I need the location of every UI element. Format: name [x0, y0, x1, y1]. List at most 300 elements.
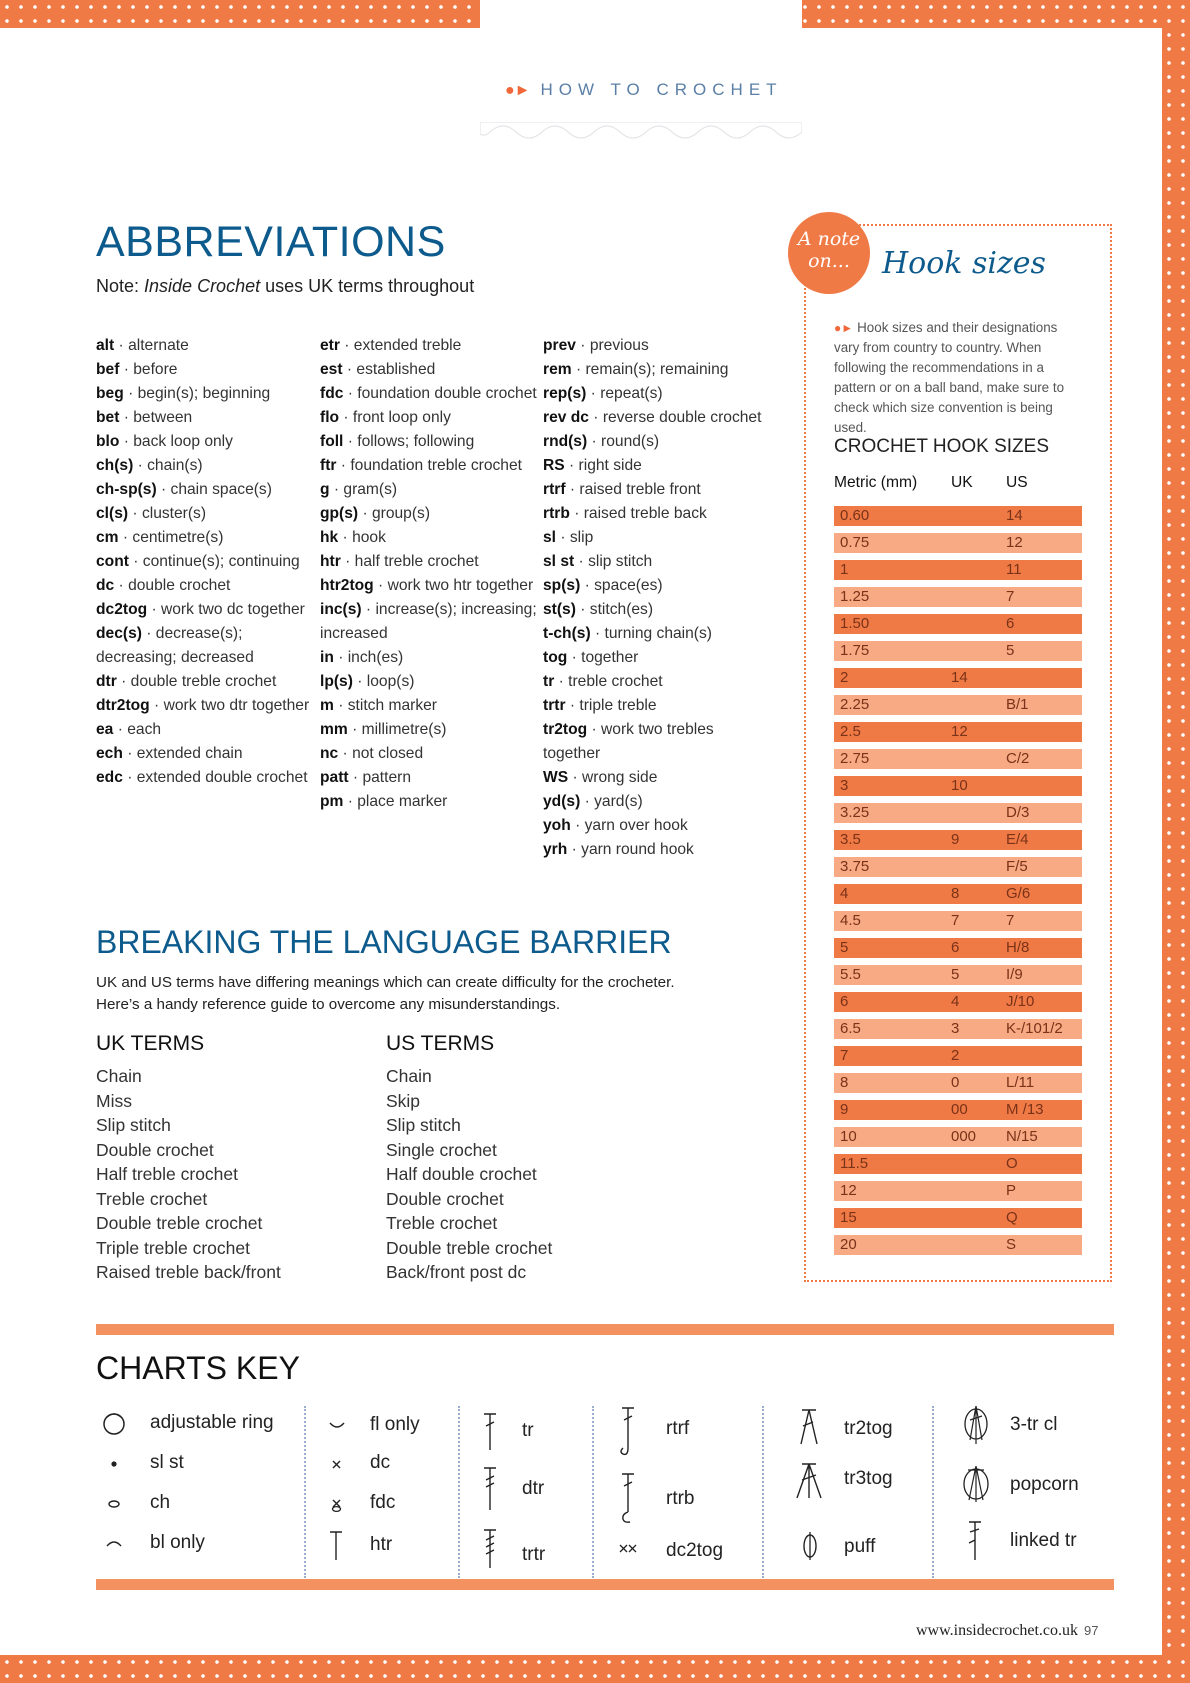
abbreviation-term: yoh	[543, 817, 571, 834]
abbreviation-meaning: raised treble front	[579, 481, 701, 498]
popcorn-icon	[956, 1460, 996, 1510]
abbreviation-meaning: foundation treble crochet	[350, 457, 522, 474]
abbreviation-meaning: chain(s)	[147, 457, 203, 474]
us-term: Single crochet	[386, 1139, 497, 1160]
table-row	[834, 749, 1082, 769]
abbreviation-meaning: yarn over hook	[584, 817, 688, 834]
sidebar-title: Hook sizes	[882, 246, 1046, 281]
hook-table-title: CROCHET HOOK SIZES	[834, 436, 1050, 457]
abbreviation-meaning: half treble crochet	[354, 553, 479, 570]
charts-key-heading: CHARTS KEY	[96, 1350, 300, 1386]
abbreviation-entry: inc(s) · increase(s); increasing; increased	[320, 601, 537, 642]
abbreviation-entry: bet · between	[96, 409, 193, 426]
us-term: Double treble crochet	[386, 1237, 553, 1258]
abbreviation-meaning: foundation double crochet	[357, 385, 537, 402]
abbreviation-entry: t-ch(s) · turning chain(s)	[543, 625, 712, 642]
abbreviation-meaning: raised treble back	[583, 505, 707, 522]
abbreviation-meaning: treble crochet	[568, 673, 663, 690]
abbreviation-meaning: alternate	[128, 337, 189, 354]
uk-terms-list	[96, 1032, 376, 1285]
abbreviations-column-2	[320, 334, 540, 814]
abbreviation-meaning: right side	[578, 457, 642, 474]
abbreviation-entry: patt · pattern	[320, 769, 412, 786]
abbreviation-entry: ech · extended chain	[96, 745, 243, 762]
abbreviation-meaning: stitch(es)	[589, 601, 654, 618]
hook-front-icon	[612, 1404, 646, 1460]
abbreviation-meaning: work two dtr together	[163, 697, 310, 714]
dotted-border-bottom	[0, 1655, 1190, 1683]
dotted-border-right	[1162, 0, 1190, 1683]
us-cell: 11	[1006, 561, 1022, 578]
abbreviation-entry: yd(s) · yard(s)	[543, 793, 643, 810]
us-cell: P	[1006, 1182, 1017, 1199]
abbreviation-term: g	[320, 481, 330, 498]
header-tab-wave	[480, 122, 802, 148]
abbreviation-meaning: not closed	[352, 745, 424, 762]
hook-back-icon	[612, 1470, 646, 1526]
table-row	[834, 776, 1082, 796]
abbreviation-term: prev	[543, 337, 576, 354]
uk-cell: 8	[951, 885, 960, 902]
metric-cell: 1.50	[840, 615, 870, 632]
one-bar-post-icon	[474, 1408, 508, 1454]
abbreviation-term: nc	[320, 745, 339, 762]
uk-cell: 4	[951, 993, 960, 1010]
dot-icon	[98, 1444, 132, 1484]
abbreviation-term: tr2tog	[543, 721, 588, 738]
abbreviation-term: bet	[96, 409, 120, 426]
footer-url[interactable]: www.insidecrochet.co.uk	[916, 1622, 1079, 1639]
us-term: Half double crochet	[386, 1164, 537, 1184]
abbreviation-meaning: yard(s)	[594, 793, 643, 810]
abbreviations-heading: ABBREVIATIONS	[96, 218, 446, 266]
abbreviation-meaning: work two htr together	[387, 577, 534, 594]
abbreviation-meaning: each	[127, 721, 162, 738]
us-cell: 6	[1006, 615, 1015, 632]
abbreviation-term: rep(s)	[543, 385, 587, 402]
table-row	[834, 1181, 1082, 1201]
abbreviation-meaning: place marker	[357, 793, 448, 810]
abbreviation-meaning: space(es)	[594, 577, 663, 594]
two-post-join-icon	[790, 1404, 830, 1454]
ring-icon	[98, 1404, 132, 1444]
abbreviation-term: rtrb	[543, 505, 570, 522]
abbreviation-meaning: double treble crochet	[130, 673, 277, 690]
abbreviation-term: in	[320, 649, 334, 666]
metric-cell: 8	[840, 1074, 849, 1091]
abbreviation-entry: etr · extended treble	[320, 337, 462, 354]
abbreviation-meaning: slip stitch	[588, 553, 653, 570]
uk-term: Double treble crochet	[96, 1213, 263, 1233]
table-row	[834, 722, 1082, 742]
abbreviation-meaning: slip	[569, 529, 594, 546]
uk-term: Triple treble crochet	[96, 1237, 250, 1258]
uk-cell: 7	[951, 912, 960, 929]
abbreviation-term: rnd(s)	[543, 433, 588, 450]
abbreviation-meaning: together	[581, 649, 639, 666]
abbreviation-entry: sp(s) · space(es)	[543, 577, 663, 594]
abbreviation-entry: est · established	[320, 361, 436, 378]
abbreviation-term: dec(s)	[96, 625, 142, 642]
metric-cell: 3.25	[840, 804, 870, 821]
abbreviation-meaning: established	[356, 361, 436, 378]
us-cell: E/4	[1006, 831, 1029, 848]
metric-cell: 2.5	[840, 723, 861, 740]
table-row	[834, 884, 1082, 904]
metric-cell: 6.5	[840, 1020, 861, 1037]
abbreviation-meaning: previous	[589, 337, 649, 354]
abbreviation-term: ch(s)	[96, 457, 134, 474]
abbreviation-meaning: stitch marker	[347, 697, 437, 714]
abbreviation-meaning: millimetre(s)	[361, 721, 447, 738]
abbreviation-term: rtrf	[543, 481, 566, 498]
abbreviation-term: hk	[320, 529, 339, 546]
us-cell: B/1	[1006, 696, 1029, 713]
us-cell: 7	[1006, 588, 1015, 605]
oval-icon	[98, 1484, 132, 1524]
us-cell: 12	[1006, 534, 1023, 551]
abbreviation-entry: sl · slip	[543, 529, 594, 546]
linked-post-icon	[956, 1516, 996, 1566]
abbreviation-term: RS	[543, 457, 565, 474]
abbreviation-term: dc2tog	[96, 601, 148, 618]
metric-cell: 15	[840, 1209, 857, 1226]
abbreviation-entry: hk · hook	[320, 529, 386, 546]
abbreviation-meaning: work two dc together	[160, 601, 305, 618]
abbreviation-entry: dec(s) · decrease(s); decreasing; decreased	[96, 625, 254, 666]
uk-term: Half treble crochet	[96, 1164, 239, 1184]
abbreviation-meaning: begin(s); beginning	[137, 385, 271, 402]
metric-cell: 3	[840, 777, 849, 794]
column-separator	[304, 1406, 306, 1578]
abbreviation-meaning: group(s)	[371, 505, 431, 522]
table-row	[834, 1208, 1082, 1228]
table-row	[834, 506, 1082, 526]
abbreviation-term: beg	[96, 385, 124, 402]
table-row	[834, 695, 1082, 715]
metric-cell: 10	[840, 1128, 857, 1145]
us-cell: F/5	[1006, 858, 1028, 875]
metric-cell: 1	[840, 561, 849, 578]
abbreviation-meaning: continue(s); continuing	[142, 553, 300, 570]
abbreviations-column-3	[543, 334, 763, 862]
abbreviation-entry: rem · remain(s); remaining	[543, 361, 729, 378]
table-row	[834, 1073, 1082, 1093]
abbreviation-meaning: extended treble	[353, 337, 462, 354]
cross-icon	[320, 1444, 354, 1484]
arc-down-icon	[98, 1524, 132, 1564]
abbreviation-entry: mm · millimetre(s)	[320, 721, 447, 738]
abbreviation-term: blo	[96, 433, 120, 450]
us-cell: C/2	[1006, 750, 1030, 767]
language-heading: BREAKING THE LANGUAGE BARRIER	[96, 924, 672, 960]
abbreviation-term: cont	[96, 553, 129, 570]
us-term: Back/front post dc	[386, 1262, 527, 1282]
abbreviation-term: m	[320, 697, 334, 714]
abbreviation-entry: edc · extended double crochet	[96, 769, 308, 786]
uk-term: Miss	[96, 1090, 132, 1111]
uk-term: Raised treble back/front	[96, 1262, 281, 1282]
abbreviation-term: etr	[320, 337, 340, 354]
metric-cell: 2.75	[840, 750, 870, 767]
table-row	[834, 587, 1082, 607]
column-separator	[932, 1406, 934, 1578]
note-badge: A note on...	[788, 212, 870, 294]
uk-cell: 14	[951, 669, 968, 686]
table-row	[834, 560, 1082, 580]
us-cell: N/15	[1006, 1128, 1038, 1145]
abbreviation-entry: dc · double crochet	[96, 577, 231, 594]
table-row	[834, 1046, 1082, 1066]
us-term: Double crochet	[386, 1188, 504, 1209]
abbreviation-meaning: chain space(s)	[170, 481, 272, 498]
table-row	[834, 1100, 1082, 1120]
abbreviation-meaning: between	[133, 409, 193, 426]
abbreviation-meaning: follows; following	[357, 433, 475, 450]
metric-cell: 5.5	[840, 966, 861, 983]
us-term: Slip stitch	[386, 1115, 461, 1135]
us-cell: S	[1006, 1236, 1017, 1253]
abbreviation-meaning: double crochet	[128, 577, 231, 594]
abbreviation-entry: tr2tog · work two trebles together	[543, 721, 714, 762]
table-row	[834, 911, 1082, 931]
abbreviation-meaning: round(s)	[601, 433, 660, 450]
table-row	[834, 668, 1082, 688]
metric-cell: 20	[840, 1236, 857, 1253]
column-separator	[762, 1406, 764, 1578]
metric-cell: 1.75	[840, 642, 870, 659]
table-row	[834, 830, 1082, 850]
abbreviation-term: t-ch(s)	[543, 625, 591, 642]
abbreviation-term: sp(s)	[543, 577, 581, 594]
abbreviation-meaning: centimetre(s)	[132, 529, 224, 546]
table-row	[834, 614, 1082, 634]
cluster-icon	[956, 1402, 996, 1452]
abbreviation-entry: rtrf · raised treble front	[543, 481, 701, 498]
us-cell: 5	[1006, 642, 1015, 659]
abbreviation-entry: nc · not closed	[320, 745, 424, 762]
double-cross-icon	[612, 1530, 646, 1570]
table-row	[834, 803, 1082, 823]
abbreviation-entry: dc2tog · work two dc together	[96, 601, 305, 618]
abbreviation-meaning: turning chain(s)	[604, 625, 712, 642]
metric-cell: 2.25	[840, 696, 870, 713]
metric-cell: 12	[840, 1182, 857, 1199]
abbreviation-term: patt	[320, 769, 349, 786]
metric-cell: 4	[840, 885, 849, 902]
abbreviation-entry: blo · back loop only	[96, 433, 233, 450]
abbreviation-term: est	[320, 361, 343, 378]
us-cell: 7	[1006, 912, 1015, 929]
metric-cell: 3.75	[840, 858, 870, 875]
abbreviation-term: cm	[96, 529, 119, 546]
uk-term: Double crochet	[96, 1139, 214, 1160]
abbreviation-entry: cont · continue(s); continuing	[96, 553, 300, 570]
abbreviation-meaning: repeat(s)	[600, 385, 663, 402]
abbreviation-term: WS	[543, 769, 569, 786]
abbreviation-meaning: back loop only	[133, 433, 233, 450]
us-term: Skip	[386, 1090, 421, 1111]
abbreviation-entry: alt · alternate	[96, 337, 189, 354]
abbreviation-entry: rev dc · reverse double crochet	[543, 409, 762, 426]
abbreviation-term: alt	[96, 337, 115, 354]
table-row	[834, 533, 1082, 553]
abbreviation-meaning: reverse double crochet	[602, 409, 762, 426]
abbreviation-term: rem	[543, 361, 572, 378]
table-row	[834, 1127, 1082, 1147]
abbreviation-meaning: yarn round hook	[581, 841, 694, 858]
abbreviation-meaning: cluster(s)	[141, 505, 207, 522]
abbreviation-term: gp(s)	[320, 505, 359, 522]
metric-cell: 11.5	[840, 1155, 869, 1172]
uk-terms-header: UK TERMS	[96, 1032, 205, 1055]
uk-cell: 00	[951, 1101, 968, 1118]
hook-sizes-table	[834, 506, 1082, 1262]
page-footer	[916, 1622, 1099, 1640]
abbreviation-term: cl(s)	[96, 505, 129, 522]
metric-cell: 0.60	[840, 507, 870, 524]
abbreviation-entry: tr · treble crochet	[543, 673, 663, 690]
uk-cell: 2	[951, 1047, 960, 1064]
abbreviation-entry: lp(s) · loop(s)	[320, 673, 415, 690]
abbreviation-entry: trtr · triple treble	[543, 697, 657, 714]
metric-cell: 1.25	[840, 588, 870, 605]
us-terms-header: US TERMS	[386, 1032, 495, 1055]
us-terms-list	[386, 1032, 666, 1285]
abbreviation-entry: fdc · foundation double crochet	[320, 385, 537, 402]
abbreviation-term: trtr	[543, 697, 566, 714]
abbreviation-term: sl	[543, 529, 557, 546]
abbreviation-meaning: gram(s)	[343, 481, 398, 498]
uk-cell: 5	[951, 966, 960, 983]
uk-cell: 000	[951, 1128, 977, 1145]
uk-cell: 6	[951, 939, 960, 956]
metric-cell: 3.5	[840, 831, 861, 848]
hook-table-header: Metric (mm) UK US	[834, 474, 1028, 491]
table-row	[834, 1235, 1082, 1255]
abbreviation-entry: ch-sp(s) · chain space(s)	[96, 481, 272, 498]
abbreviation-entry: htr2tog · work two htr together	[320, 577, 534, 594]
three-bar-post-icon	[474, 1526, 508, 1572]
abbreviation-term: rev dc	[543, 409, 589, 426]
abbreviation-entry: ea · each	[96, 721, 162, 738]
header-tab	[480, 0, 802, 138]
puff-icon	[790, 1526, 830, 1572]
abbreviation-entry: yrh · yarn round hook	[543, 841, 694, 858]
abbreviation-term: yd(s)	[543, 793, 581, 810]
abbreviation-meaning: front loop only	[352, 409, 451, 426]
abbreviation-entry: st(s) · stitch(es)	[543, 601, 654, 618]
arrow-icon: ●►	[505, 82, 531, 99]
metric-cell: 9	[840, 1101, 849, 1118]
abbreviation-meaning: loop(s)	[366, 673, 415, 690]
abbreviation-term: lp(s)	[320, 673, 353, 690]
table-row	[834, 965, 1082, 985]
abbreviation-meaning: wrong side	[581, 769, 658, 786]
us-cell: D/3	[1006, 804, 1030, 821]
abbreviation-term: tog	[543, 649, 568, 666]
abbreviation-entry: bef · before	[96, 361, 178, 378]
abbreviation-term: foll	[320, 433, 344, 450]
abbreviation-entry: in · inch(es)	[320, 649, 404, 666]
us-term: Treble crochet	[386, 1213, 498, 1233]
uk-cell: 3	[951, 1020, 960, 1037]
abbreviation-meaning: extended chain	[136, 745, 243, 762]
us-cell: Q	[1006, 1209, 1018, 1226]
charts-key-bar-top	[96, 1324, 1114, 1335]
abbreviation-entry: rtrb · raised treble back	[543, 505, 707, 522]
abbreviation-term: edc	[96, 769, 123, 786]
abbreviation-entry: gp(s) · group(s)	[320, 505, 431, 522]
abbreviations-note: Note: Inside Crochet uses UK terms throughout	[96, 276, 475, 296]
uk-cell: 10	[951, 777, 968, 794]
uk-cell: 0	[951, 1074, 960, 1091]
abbreviation-term: dc	[96, 577, 115, 594]
abbreviation-meaning: work two trebles together	[543, 721, 714, 762]
abbreviation-entry: beg · begin(s); beginning	[96, 385, 271, 402]
uk-term: Treble crochet	[96, 1188, 208, 1209]
abbreviation-meaning: hook	[352, 529, 386, 546]
metric-cell: 7	[840, 1047, 849, 1064]
abbreviation-entry: WS · wrong side	[543, 769, 658, 786]
us-cell: G/6	[1006, 885, 1031, 902]
abbreviation-entry: RS · right side	[543, 457, 642, 474]
abbreviation-term: flo	[320, 409, 340, 426]
abbreviation-term: mm	[320, 721, 348, 738]
table-row	[834, 992, 1082, 1012]
sidebar-text: ●► Hook sizes and their designations vary from country to country. When following the recommendations in a pattern or on a ball band, make sure to check which size convention is being used.	[834, 320, 1065, 435]
abbreviation-term: ea	[96, 721, 114, 738]
metric-cell: 4.5	[840, 912, 861, 929]
t-post-icon	[320, 1526, 354, 1566]
abbreviation-entry: tog · together	[543, 649, 639, 666]
abbreviation-entry: pm · place marker	[320, 793, 448, 810]
us-cell: J/10	[1006, 993, 1035, 1010]
metric-cell: 2	[840, 669, 849, 686]
language-intro: UK and US terms have differing meanings which can create difficulty for the crocheter. Here’s a handy reference guide to overcome any misunderstandings.	[96, 974, 675, 1013]
abbreviation-entry: m · stitch marker	[320, 697, 437, 714]
abbreviation-entry: prev · previous	[543, 337, 649, 354]
abbreviation-meaning: remain(s); remaining	[585, 361, 729, 378]
abbreviation-meaning: before	[133, 361, 178, 378]
column-separator	[458, 1406, 460, 1578]
abbreviation-entry: sl st · slip stitch	[543, 553, 653, 570]
abbreviation-term: ch-sp(s)	[96, 481, 157, 498]
abbreviation-entry: g · gram(s)	[320, 481, 398, 498]
abbreviation-term: yrh	[543, 841, 568, 858]
abbreviation-term: ech	[96, 745, 123, 762]
abbreviation-entry: rnd(s) · round(s)	[543, 433, 660, 450]
abbreviation-term: bef	[96, 361, 120, 378]
us-cell: H/8	[1006, 939, 1030, 956]
us-cell: K-/101/2	[1006, 1020, 1063, 1037]
charts-key-bar-bottom	[96, 1579, 1114, 1590]
uk-cell: 12	[951, 723, 968, 740]
two-bar-post-icon	[474, 1464, 508, 1514]
metric-cell: 0.75	[840, 534, 870, 551]
us-cell: O	[1006, 1155, 1018, 1172]
abbreviation-meaning: inch(es)	[347, 649, 404, 666]
metric-cell: 5	[840, 939, 849, 956]
table-row	[834, 857, 1082, 877]
abbreviation-term: dtr2tog	[96, 697, 150, 714]
abbreviation-entry: rep(s) · repeat(s)	[543, 385, 663, 402]
abbreviation-term: sl st	[543, 553, 575, 570]
abbreviation-meaning: decrease(s); decreasing; decreased	[96, 625, 254, 666]
abbreviation-term: pm	[320, 793, 344, 810]
abbreviation-entry: dtr2tog · work two dtr together	[96, 697, 310, 714]
table-row	[834, 1019, 1082, 1039]
